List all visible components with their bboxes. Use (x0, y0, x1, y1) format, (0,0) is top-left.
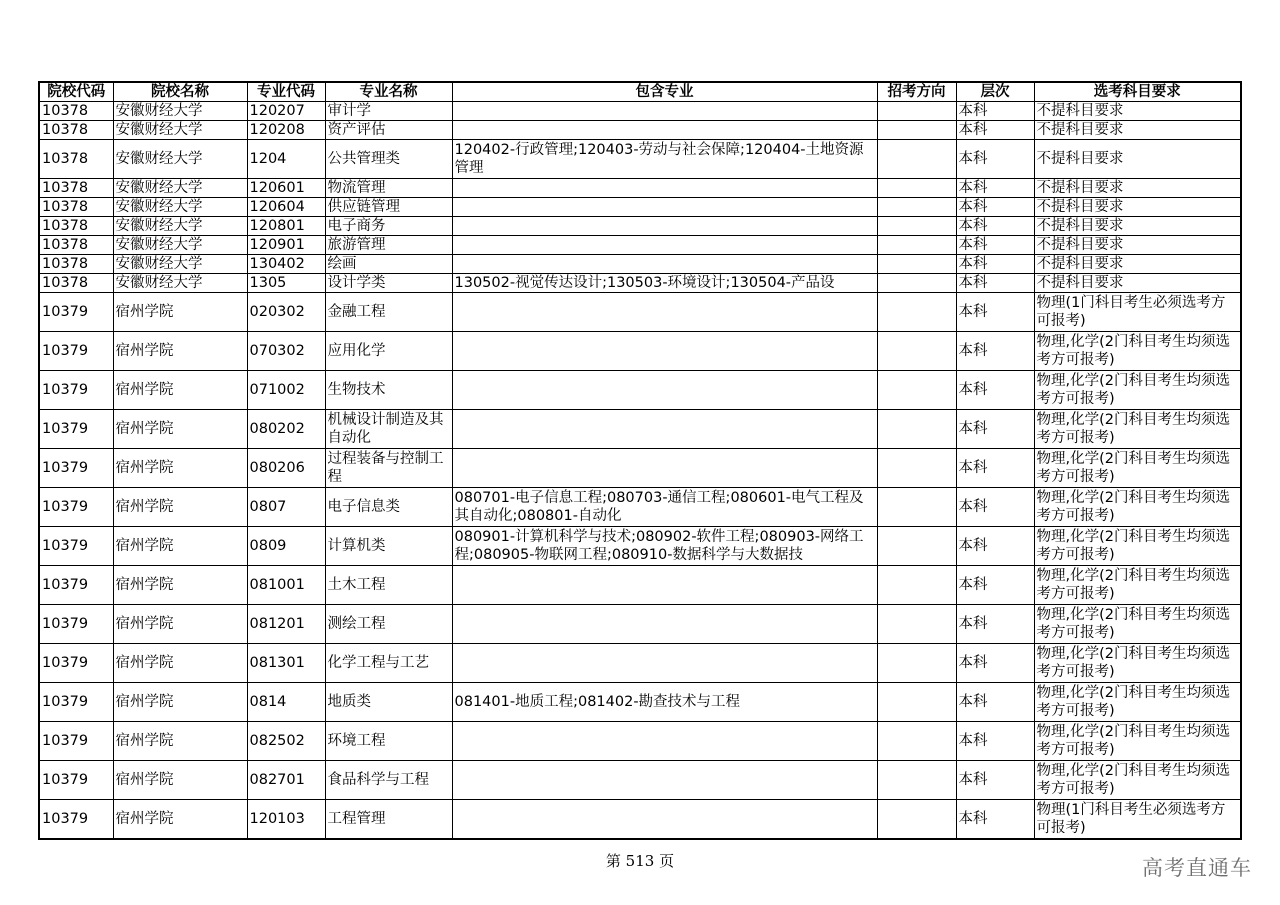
direction-cell (877, 722, 956, 761)
table-row (39, 198, 1241, 217)
school-name-cell: 宿州学院 (113, 605, 247, 644)
school-code-cell: 10378 (39, 274, 113, 293)
school-name-cell: 宿州学院 (113, 644, 247, 683)
level-cell: 本科 (956, 371, 1034, 410)
school-code-cell: 10379 (39, 527, 113, 566)
major-code-cell: 070302 (247, 332, 325, 371)
level-cell: 本科 (956, 274, 1034, 293)
table-row (39, 293, 1241, 332)
subject-requirement-cell: 不提科目要求 (1034, 140, 1241, 179)
major-name-cell: 机械设计制造及其自动化 (325, 410, 452, 449)
direction-cell (877, 102, 956, 121)
school-name-cell: 宿州学院 (113, 410, 247, 449)
school-code-cell: 10378 (39, 102, 113, 121)
major-code-cell: 081001 (247, 566, 325, 605)
subject-requirement-cell: 不提科目要求 (1034, 121, 1241, 140)
subject-requirement-cell: 不提科目要求 (1034, 102, 1241, 121)
major-name-cell: 设计学类 (325, 274, 452, 293)
level-cell: 本科 (956, 800, 1034, 840)
included-majors-cell: 080701-电子信息工程;080703-通信工程;080601-电气工程及其自动化;080801-自动化 (452, 488, 877, 527)
direction-cell (877, 140, 956, 179)
table-row (39, 179, 1241, 198)
level-cell: 本科 (956, 293, 1034, 332)
level-cell: 本科 (956, 236, 1034, 255)
table-row (39, 644, 1241, 683)
major-name-cell: 绘画 (325, 255, 452, 274)
table-row (39, 488, 1241, 527)
included-majors-cell (452, 332, 877, 371)
direction-cell (877, 566, 956, 605)
school-code-cell: 10378 (39, 198, 113, 217)
major-code-cell: 120208 (247, 121, 325, 140)
table-row (39, 605, 1241, 644)
level-cell: 本科 (956, 761, 1034, 800)
school-name-cell: 宿州学院 (113, 800, 247, 840)
major-name-cell: 食品科学与工程 (325, 761, 452, 800)
direction-cell (877, 293, 956, 332)
included-majors-cell (452, 121, 877, 140)
subject-requirement-cell: 物理,化学(2门科目考生均须选考方可报考) (1034, 761, 1241, 800)
included-majors-cell (452, 217, 877, 236)
direction-cell (877, 761, 956, 800)
included-majors-cell (452, 566, 877, 605)
school-name-cell: 安徽财经大学 (113, 274, 247, 293)
school-name-cell: 宿州学院 (113, 332, 247, 371)
school-code-cell: 10378 (39, 255, 113, 274)
direction-cell (877, 410, 956, 449)
school-name-cell: 安徽财经大学 (113, 140, 247, 179)
school-name-cell: 宿州学院 (113, 293, 247, 332)
direction-cell (877, 683, 956, 722)
major-code-cell: 120901 (247, 236, 325, 255)
included-majors-cell (452, 800, 877, 840)
level-cell: 本科 (956, 566, 1034, 605)
major-name-cell: 测绘工程 (325, 605, 452, 644)
school-code-cell: 10378 (39, 179, 113, 198)
subject-requirement-cell: 不提科目要求 (1034, 217, 1241, 236)
school-name-cell: 安徽财经大学 (113, 255, 247, 274)
school-name-cell: 宿州学院 (113, 449, 247, 488)
direction-cell (877, 255, 956, 274)
major-code-cell: 081201 (247, 605, 325, 644)
major-code-cell: 020302 (247, 293, 325, 332)
major-code-cell: 120207 (247, 102, 325, 121)
major-name-cell: 供应链管理 (325, 198, 452, 217)
direction-cell (877, 527, 956, 566)
direction-cell (877, 274, 956, 293)
school-name-cell: 宿州学院 (113, 722, 247, 761)
level-cell: 本科 (956, 140, 1034, 179)
included-majors-cell (452, 449, 877, 488)
subject-requirement-cell: 物理(1门科目考生必须选考方可报考) (1034, 800, 1241, 840)
major-name-cell: 金融工程 (325, 293, 452, 332)
table-row (39, 332, 1241, 371)
school-name-cell: 宿州学院 (113, 683, 247, 722)
subject-requirement-cell: 不提科目要求 (1034, 198, 1241, 217)
table-header-row (39, 82, 1241, 102)
major-name-cell: 应用化学 (325, 332, 452, 371)
school-code-cell: 10378 (39, 217, 113, 236)
column-header: 包含专业 (452, 82, 877, 102)
level-cell: 本科 (956, 644, 1034, 683)
major-name-cell: 审计学 (325, 102, 452, 121)
subject-requirement-cell: 不提科目要求 (1034, 274, 1241, 293)
level-cell: 本科 (956, 179, 1034, 198)
table-row (39, 371, 1241, 410)
major-name-cell: 公共管理类 (325, 140, 452, 179)
direction-cell (877, 236, 956, 255)
direction-cell (877, 179, 956, 198)
included-majors-cell: 081401-地质工程;081402-勘查技术与工程 (452, 683, 877, 722)
direction-cell (877, 198, 956, 217)
school-code-cell: 10379 (39, 722, 113, 761)
major-name-cell: 资产评估 (325, 121, 452, 140)
included-majors-cell (452, 722, 877, 761)
major-name-cell: 生物技术 (325, 371, 452, 410)
table-row (39, 761, 1241, 800)
table-row (39, 217, 1241, 236)
subject-requirement-cell: 物理,化学(2门科目考生均须选考方可报考) (1034, 488, 1241, 527)
major-code-cell: 130402 (247, 255, 325, 274)
school-code-cell: 10379 (39, 371, 113, 410)
subject-requirement-cell: 物理(1门科目考生必须选考方可报考) (1034, 293, 1241, 332)
table-body (39, 102, 1241, 840)
subject-requirement-cell: 不提科目要求 (1034, 236, 1241, 255)
school-code-cell: 10379 (39, 293, 113, 332)
school-name-cell: 宿州学院 (113, 371, 247, 410)
school-name-cell: 安徽财经大学 (113, 179, 247, 198)
major-code-cell: 0809 (247, 527, 325, 566)
level-cell: 本科 (956, 217, 1034, 236)
major-code-cell: 0807 (247, 488, 325, 527)
major-name-cell: 电子信息类 (325, 488, 452, 527)
major-code-cell: 071002 (247, 371, 325, 410)
major-name-cell: 电子商务 (325, 217, 452, 236)
school-code-cell: 10379 (39, 644, 113, 683)
school-code-cell: 10379 (39, 800, 113, 840)
subject-requirement-cell: 物理,化学(2门科目考生均须选考方可报考) (1034, 410, 1241, 449)
school-name-cell: 宿州学院 (113, 488, 247, 527)
major-code-cell: 080202 (247, 410, 325, 449)
level-cell: 本科 (956, 527, 1034, 566)
subject-requirement-cell: 物理,化学(2门科目考生均须选考方可报考) (1034, 527, 1241, 566)
major-code-cell: 082502 (247, 722, 325, 761)
subject-requirement-cell: 物理,化学(2门科目考生均须选考方可报考) (1034, 605, 1241, 644)
column-header: 专业代码 (247, 82, 325, 102)
column-header: 院校代码 (39, 82, 113, 102)
direction-cell (877, 488, 956, 527)
major-code-cell: 0814 (247, 683, 325, 722)
subject-requirement-cell: 物理,化学(2门科目考生均须选考方可报考) (1034, 566, 1241, 605)
table-row (39, 722, 1241, 761)
major-code-cell: 082701 (247, 761, 325, 800)
major-name-cell: 过程装备与控制工程 (325, 449, 452, 488)
major-name-cell: 计算机类 (325, 527, 452, 566)
table-row (39, 800, 1241, 840)
school-code-cell: 10379 (39, 488, 113, 527)
table-row (39, 121, 1241, 140)
school-name-cell: 安徽财经大学 (113, 217, 247, 236)
direction-cell (877, 121, 956, 140)
subject-requirement-cell: 物理,化学(2门科目考生均须选考方可报考) (1034, 449, 1241, 488)
school-name-cell: 安徽财经大学 (113, 236, 247, 255)
school-code-cell: 10379 (39, 761, 113, 800)
school-name-cell: 安徽财经大学 (113, 121, 247, 140)
included-majors-cell: 120402-行政管理;120403-劳动与社会保障;120404-土地资源管理 (452, 140, 877, 179)
major-code-cell: 120604 (247, 198, 325, 217)
table-row (39, 236, 1241, 255)
direction-cell (877, 644, 956, 683)
major-code-cell: 120103 (247, 800, 325, 840)
major-name-cell: 地质类 (325, 683, 452, 722)
school-name-cell: 安徽财经大学 (113, 102, 247, 121)
school-code-cell: 10379 (39, 566, 113, 605)
school-name-cell: 安徽财经大学 (113, 198, 247, 217)
subject-requirement-cell: 物理,化学(2门科目考生均须选考方可报考) (1034, 683, 1241, 722)
column-header: 层次 (956, 82, 1034, 102)
school-code-cell: 10379 (39, 449, 113, 488)
level-cell: 本科 (956, 255, 1034, 274)
level-cell: 本科 (956, 449, 1034, 488)
column-header: 选考科目要求 (1034, 82, 1241, 102)
school-code-cell: 10378 (39, 140, 113, 179)
major-name-cell: 工程管理 (325, 800, 452, 840)
column-header: 专业名称 (325, 82, 452, 102)
major-code-cell: 120601 (247, 179, 325, 198)
school-code-cell: 10379 (39, 332, 113, 371)
level-cell: 本科 (956, 102, 1034, 121)
school-name-cell: 宿州学院 (113, 566, 247, 605)
included-majors-cell (452, 761, 877, 800)
level-cell: 本科 (956, 605, 1034, 644)
included-majors-cell (452, 293, 877, 332)
watermark-logo-text: 高考直通车 (1142, 856, 1252, 880)
major-code-cell: 080206 (247, 449, 325, 488)
level-cell: 本科 (956, 683, 1034, 722)
major-name-cell: 土木工程 (325, 566, 452, 605)
direction-cell (877, 449, 956, 488)
major-code-cell: 1204 (247, 140, 325, 179)
table-row (39, 449, 1241, 488)
included-majors-cell (452, 198, 877, 217)
direction-cell (877, 605, 956, 644)
direction-cell (877, 217, 956, 236)
included-majors-cell (452, 644, 877, 683)
admission-table (38, 81, 1242, 840)
included-majors-cell (452, 179, 877, 198)
level-cell: 本科 (956, 121, 1034, 140)
table-row (39, 255, 1241, 274)
major-name-cell: 物流管理 (325, 179, 452, 198)
table-row (39, 683, 1241, 722)
school-code-cell: 10379 (39, 683, 113, 722)
major-name-cell: 旅游管理 (325, 236, 452, 255)
included-majors-cell (452, 102, 877, 121)
column-header: 院校名称 (113, 82, 247, 102)
table-row (39, 566, 1241, 605)
school-code-cell: 10378 (39, 236, 113, 255)
school-code-cell: 10379 (39, 605, 113, 644)
included-majors-cell (452, 236, 877, 255)
table-row (39, 102, 1241, 121)
level-cell: 本科 (956, 198, 1034, 217)
direction-cell (877, 332, 956, 371)
included-majors-cell (452, 255, 877, 274)
level-cell: 本科 (956, 722, 1034, 761)
major-name-cell: 化学工程与工艺 (325, 644, 452, 683)
subject-requirement-cell: 物理,化学(2门科目考生均须选考方可报考) (1034, 332, 1241, 371)
school-name-cell: 宿州学院 (113, 527, 247, 566)
major-code-cell: 081301 (247, 644, 325, 683)
table-row (39, 140, 1241, 179)
level-cell: 本科 (956, 488, 1034, 527)
school-code-cell: 10378 (39, 121, 113, 140)
table-row (39, 527, 1241, 566)
direction-cell (877, 371, 956, 410)
school-name-cell: 宿州学院 (113, 761, 247, 800)
subject-requirement-cell: 物理,化学(2门科目考生均须选考方可报考) (1034, 371, 1241, 410)
major-name-cell: 环境工程 (325, 722, 452, 761)
level-cell: 本科 (956, 332, 1034, 371)
column-header: 招考方向 (877, 82, 956, 102)
included-majors-cell (452, 371, 877, 410)
included-majors-cell (452, 605, 877, 644)
subject-requirement-cell: 不提科目要求 (1034, 179, 1241, 198)
table-row (39, 274, 1241, 293)
included-majors-cell (452, 410, 877, 449)
page-number: 第 513 页 (605, 852, 675, 870)
included-majors-cell: 130502-视觉传达设计;130503-环境设计;130504-产品设 (452, 274, 877, 293)
school-code-cell: 10379 (39, 410, 113, 449)
level-cell: 本科 (956, 410, 1034, 449)
subject-requirement-cell: 物理,化学(2门科目考生均须选考方可报考) (1034, 644, 1241, 683)
major-code-cell: 120801 (247, 217, 325, 236)
table-row (39, 410, 1241, 449)
subject-requirement-cell: 物理,化学(2门科目考生均须选考方可报考) (1034, 722, 1241, 761)
included-majors-cell: 080901-计算机科学与技术;080902-软件工程;080903-网络工程;080905-物联网工程;080910-数据科学与大数据技 (452, 527, 877, 566)
major-code-cell: 1305 (247, 274, 325, 293)
direction-cell (877, 800, 956, 840)
subject-requirement-cell: 不提科目要求 (1034, 255, 1241, 274)
